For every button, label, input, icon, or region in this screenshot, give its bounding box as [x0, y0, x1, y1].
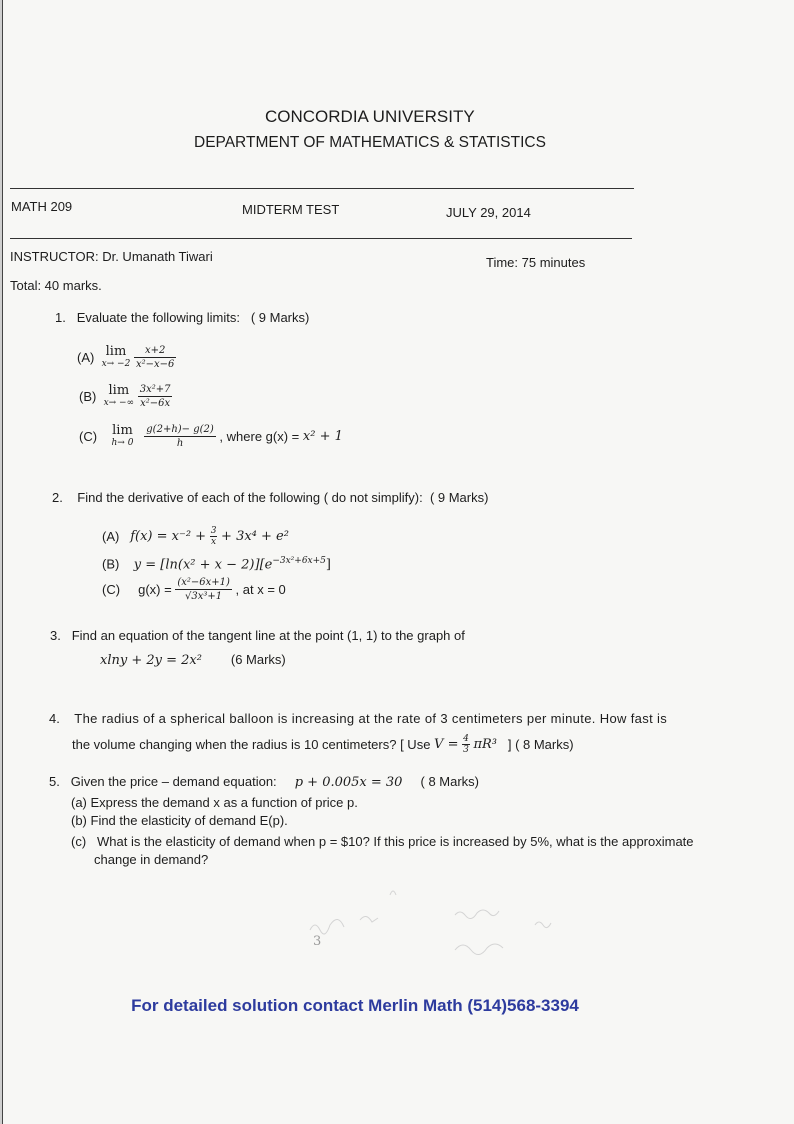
q5-equation: p + 0.005x = 30 — [294, 775, 403, 790]
q4-number: 4. — [49, 711, 60, 726]
q5-part-a: (a) Express the demand x as a function of price p. — [71, 795, 358, 810]
scribble-mark: 3 — [313, 934, 322, 949]
q2-marks: ( 9 Marks) — [429, 490, 489, 505]
q1-part-c — [79, 423, 343, 450]
course-code: MATH 209 — [11, 199, 73, 214]
q2-c-lhs: g(x) = — [138, 582, 172, 597]
q2-c-numerator: (x²−6x+1) — [177, 577, 230, 588]
q4-frac-den: 3 — [463, 745, 469, 755]
q1-a-numerator: x+2 — [134, 344, 176, 358]
q3-prompt-line — [50, 628, 465, 643]
q2-c-label: (C) — [102, 582, 121, 597]
q1-marks: ( 9 Marks) — [250, 310, 310, 325]
q5-c-label: (c) — [71, 834, 87, 849]
scan-edge-line — [2, 0, 3, 1124]
university-title: CONCORDIA UNIVERSITY — [265, 107, 475, 126]
q1-b-label: (B) — [79, 389, 97, 404]
q5-c-line1: What is the elasticity of demand when p = $10? If this price is increased by 5%, what is the approximate — [97, 834, 694, 849]
q2-a-label: (A) — [102, 529, 120, 544]
q2-part-b — [102, 556, 331, 572]
q2-b-expr: y = [ln(x² + x − 2)][e — [133, 557, 273, 573]
divider-top — [10, 188, 634, 189]
q5-part-b: (b) Find the elasticity of demand E(p). — [71, 813, 288, 828]
time-limit: Time: 75 minutes — [486, 255, 586, 270]
q5-number: 5. — [49, 774, 60, 789]
q1-a-lim-sub: x→ −2 — [101, 358, 131, 369]
q3-prompt: Find an equation of the tangent line at the point (1, 1) to the graph of — [71, 628, 465, 643]
q1-b-numerator: 3x²+7 — [139, 384, 171, 395]
q2-a-expr-left: f(x) = x⁻² + — [130, 529, 207, 544]
total-marks: Total: 40 marks. — [10, 278, 102, 293]
divider-bottom — [10, 238, 632, 239]
q2-c-at: , at x = 0 — [235, 582, 286, 597]
q1-c-denominator: h — [176, 438, 184, 449]
q2-b-close: ] — [325, 557, 331, 573]
instructor: INSTRUCTOR: Dr. Umanath Tiwari — [10, 249, 213, 264]
q1-c-lim-sub: h→ 0 — [111, 437, 134, 448]
q2-prompt: Find the derivative of each of the following ( do not simplify): — [77, 490, 423, 505]
q2-b-label: (B) — [102, 556, 120, 572]
q3-marks: (6 Marks) — [230, 652, 286, 667]
lim-word: lim — [108, 382, 130, 398]
q5-prompt: Given the price – demand equation: — [70, 774, 277, 789]
q1-b-limit — [103, 382, 135, 409]
q1-a-denominator: x²−x−6 — [135, 359, 175, 370]
q4-v-rhs: πR³ — [473, 737, 497, 752]
lim-word: lim — [105, 343, 127, 359]
q2-a-frac-num: 3 — [210, 526, 217, 536]
q4-text-1: The radius of a spherical balloon is increasing at the rate of 3 centimeters per minute. How fast is — [74, 711, 668, 726]
q1-c-label: (C) — [79, 429, 98, 444]
q1-c-numerator: g(2+h)− g(2) — [146, 424, 214, 435]
q1-prompt: Evaluate the following limits: — [76, 310, 240, 325]
q3-equation-line — [100, 652, 286, 668]
q3-number: 3. — [50, 628, 61, 643]
q5-marks: ( 8 Marks) — [420, 774, 480, 789]
q2-b-exponent: −3x²+6x+5 — [272, 556, 326, 566]
q2-part-c — [102, 576, 286, 603]
q2-a-expr-right: + 3x⁴ + e² — [221, 529, 289, 544]
q1-b-fraction — [138, 383, 173, 410]
q1-b-denominator: x²−6x — [140, 398, 171, 409]
q1-c-where: , where g(x) = — [219, 429, 300, 444]
q1-b-lim-sub: x→ −∞ — [103, 397, 135, 408]
test-date: JULY 29, 2014 — [446, 205, 531, 220]
q4-line1 — [49, 711, 667, 726]
q1-number: 1. — [55, 310, 66, 325]
q2-part-a — [102, 526, 289, 547]
q4-line2 — [72, 734, 574, 755]
q2-prompt-line — [52, 490, 488, 505]
q5-c-line2: change in demand? — [94, 852, 209, 867]
department-title: DEPARTMENT OF MATHEMATICS & STATISTICS — [194, 134, 546, 151]
q3-equation: xlny + 2y = 2x² — [100, 653, 202, 668]
q1-prompt-line — [55, 310, 309, 325]
q4-v-lhs: V = — [434, 737, 459, 752]
q1-a-fraction — [134, 344, 176, 371]
q4-text-2: the volume changing when the radius is 10 centimeters? [ Use — [72, 737, 431, 752]
faint-pencil-marks — [280, 870, 580, 980]
lim-word: lim — [112, 422, 133, 438]
footer-contact: For detailed solution contact Merlin Math (514)568-3394 — [131, 996, 579, 1015]
q2-a-frac-den: x — [211, 537, 217, 547]
q1-c-fraction — [144, 423, 216, 450]
q2-c-fraction — [175, 576, 232, 603]
q1-c-limit — [111, 422, 134, 449]
q1-c-function: x² + 1 — [302, 429, 343, 444]
q2-c-denominator: √3x³+1 — [185, 591, 223, 602]
q1-a-label: (A) — [77, 350, 95, 365]
q4-fraction — [462, 734, 470, 755]
q2-a-fraction — [210, 526, 218, 547]
q5-prompt-line — [49, 774, 479, 790]
q5-part-c — [71, 834, 694, 849]
q2-number: 2. — [52, 490, 63, 505]
q4-tail: ] ( 8 Marks) — [507, 737, 574, 752]
test-type: MIDTERM TEST — [242, 202, 340, 217]
q1-a-limit — [101, 343, 131, 370]
q4-frac-num: 4 — [463, 734, 469, 744]
q1-part-b — [79, 383, 172, 410]
q1-part-a — [77, 344, 176, 371]
